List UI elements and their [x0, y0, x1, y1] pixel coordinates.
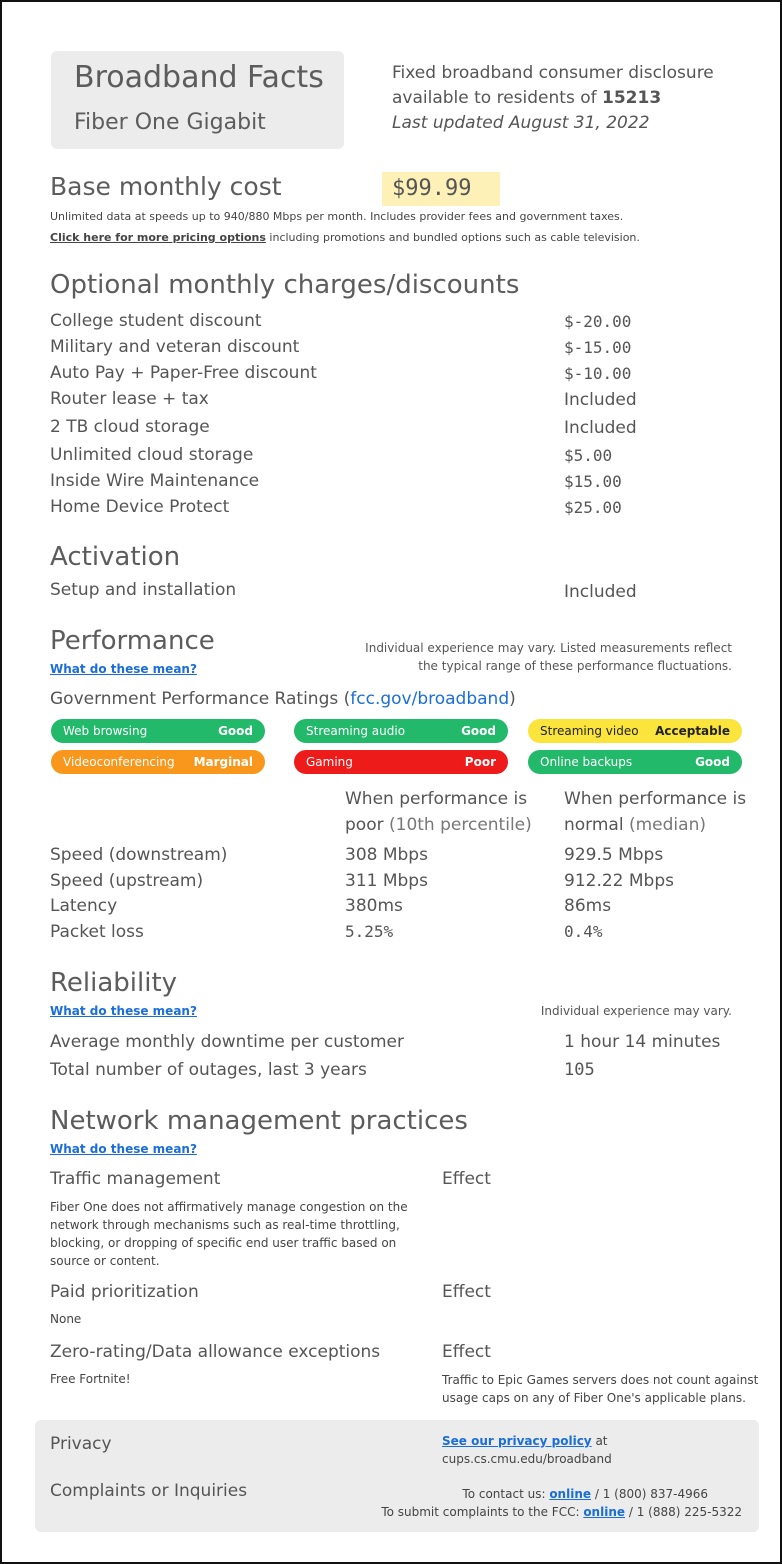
optional-item-value: $-20.00 — [564, 312, 632, 331]
optional-item-value: $-10.00 — [564, 364, 632, 383]
disclosure-line: Fixed broadband consumer disclosure — [392, 63, 714, 83]
reliability-item-value: 105 — [564, 1060, 595, 1080]
rating-category: Web browsing — [63, 724, 148, 738]
privacy-policy-link[interactable]: See our privacy policy — [442, 1434, 592, 1448]
privacy-line — [442, 1434, 608, 1448]
optional-item-label: Router lease + tax — [50, 389, 209, 409]
gov-ratings-line — [50, 689, 516, 709]
metric-normal-value: 0.4% — [564, 922, 603, 941]
metric-poor-value: 380ms — [345, 896, 403, 916]
base-cost-label: Base monthly cost — [50, 172, 282, 201]
rating-pill — [51, 750, 265, 774]
reliability-heading: Reliability — [50, 968, 178, 998]
optional-item-label: Unlimited cloud storage — [50, 445, 254, 465]
metric-poor-value: 311 Mbps — [345, 871, 428, 891]
rating-value: Good — [461, 724, 496, 738]
metric-poor-value: 5.25% — [345, 922, 394, 941]
optional-item-label: Home Device Protect — [50, 497, 230, 517]
zero-effect-text: Traffic to Epic Games servers does not count against usage caps on any of Fiber One's applicable plans. — [442, 1373, 759, 1405]
performance-heading: Performance — [50, 626, 215, 656]
metric-label: Packet loss — [50, 922, 144, 942]
setup-label: Setup and installation — [50, 580, 237, 600]
rating-category: Streaming video — [540, 724, 639, 738]
network-heading: Network management practices — [50, 1106, 468, 1136]
base-price: $99.99 — [392, 176, 472, 201]
rating-value: Acceptable — [655, 724, 730, 738]
optional-item-value: Included — [564, 390, 637, 410]
traffic-effect-label: Effect — [442, 1169, 491, 1189]
setup-value: Included — [564, 582, 637, 602]
optional-item-label: 2 TB cloud storage — [50, 417, 210, 437]
rating-value: Poor — [464, 755, 496, 769]
metric-label: Speed (upstream) — [50, 871, 204, 891]
network-info-link[interactable]: What do these mean? — [50, 1142, 197, 1156]
optional-item-label: Military and veteran discount — [50, 337, 300, 357]
metric-normal-value: 86ms — [564, 896, 612, 916]
contact-prefix: To contact us: — [462, 1487, 550, 1501]
col-poor-bold: poor — [345, 815, 384, 835]
fcc-complaint-line — [381, 1505, 742, 1519]
col-poor-rest: (10th percentile) — [383, 815, 532, 835]
pricing-options-link[interactable]: Click here for more pricing options — [50, 231, 266, 244]
optional-item-value: $-15.00 — [564, 338, 632, 357]
gov-ratings-prefix: Government Performance Ratings ( — [50, 689, 351, 709]
pricing-options-line — [50, 231, 640, 244]
reliability-item-value: 1 hour 14 minutes — [564, 1032, 721, 1052]
base-description: Unlimited data at speeds up to 940/880 Mbps per month. Includes provider fees and government taxes. — [50, 210, 624, 223]
col-normal-line2 — [564, 815, 706, 835]
rating-value: Good — [218, 724, 253, 738]
contact-online-link[interactable]: online — [549, 1487, 592, 1501]
metric-poor-value: 308 Mbps — [345, 845, 428, 865]
rating-category: Gaming — [306, 755, 353, 769]
reliability-item-label: Average monthly downtime per customer — [50, 1032, 404, 1052]
page-title: Broadband Facts — [74, 60, 324, 95]
col-normal-line1: When performance is — [564, 789, 747, 809]
zip-code: 15213 — [602, 88, 662, 108]
optional-item-value: $25.00 — [564, 498, 622, 517]
metric-label: Speed (downstream) — [50, 845, 228, 865]
optional-item-label: Auto Pay + Paper-Free discount — [50, 363, 317, 383]
rating-pill — [294, 750, 508, 774]
performance-info-link[interactable]: What do these mean? — [50, 662, 197, 676]
fcc-online-link[interactable]: online — [583, 1505, 626, 1519]
paid-text: None — [50, 1312, 82, 1326]
rating-category: Streaming audio — [306, 724, 406, 738]
fcc-phone: / 1 (888) 225-5322 — [625, 1505, 742, 1519]
rating-value: Good — [695, 755, 730, 769]
optional-item-value: $5.00 — [564, 446, 613, 465]
zero-effect-label: Effect — [442, 1342, 491, 1362]
col-poor-line1: When performance is — [345, 789, 528, 809]
optional-item-value: Included — [564, 418, 637, 438]
performance-note-2: the typical range of these performance fluctuations. — [418, 659, 732, 673]
col-poor-line2 — [345, 815, 532, 835]
rating-pill — [528, 719, 742, 743]
plan-name: Fiber One Gigabit — [74, 110, 266, 135]
col-normal-rest: (median) — [623, 815, 706, 835]
rating-value: Marginal — [193, 755, 253, 769]
metric-label: Latency — [50, 896, 118, 916]
rating-category: Videoconferencing — [63, 755, 175, 769]
rating-pill — [51, 719, 265, 743]
metric-normal-value: 929.5 Mbps — [564, 845, 664, 865]
residents-prefix: available to residents of — [392, 88, 603, 108]
activation-heading: Activation — [50, 542, 181, 572]
col-normal-bold: normal — [564, 815, 624, 835]
contact-line — [462, 1487, 708, 1501]
complaints-label: Complaints or Inquiries — [50, 1481, 248, 1501]
last-updated: Last updated August 31, 2022 — [392, 113, 650, 133]
privacy-url[interactable]: cups.cs.cmu.edu/broadband — [442, 1452, 612, 1466]
reliability-info-link[interactable]: What do these mean? — [50, 1004, 197, 1018]
reliability-note: Individual experience may vary. — [540, 1004, 732, 1018]
optional-item-label: Inside Wire Maintenance — [50, 471, 260, 491]
traffic-text: Fiber One does not affirmatively manage congestion on the network through mechanisms such as real-time throttling, blocking, or dropping of specific end user traffic based on source or content. — [50, 1200, 408, 1268]
fcc-link[interactable]: fcc.gov/broadband — [350, 689, 510, 709]
optional-item-value: $15.00 — [564, 472, 622, 491]
privacy-label: Privacy — [50, 1434, 112, 1454]
performance-note-1: Individual experience may vary. Listed measurements reflect — [365, 641, 732, 655]
traffic-label: Traffic management — [50, 1169, 221, 1189]
contact-phone: / 1 (800) 837-4966 — [591, 1487, 708, 1501]
residents-line — [392, 88, 661, 108]
pricing-options-rest: including promotions and bundled options such as cable television. — [265, 231, 640, 244]
privacy-at: at — [591, 1434, 608, 1448]
reliability-item-label: Total number of outages, last 3 years — [50, 1060, 367, 1080]
optional-item-label: College student discount — [50, 311, 262, 331]
metric-normal-value: 912.22 Mbps — [564, 871, 674, 891]
rating-pill — [294, 719, 508, 743]
zero-label: Zero-rating/Data allowance exceptions — [50, 1342, 381, 1362]
paid-effect-label: Effect — [442, 1282, 491, 1302]
optional-heading: Optional monthly charges/discounts — [50, 270, 520, 300]
fcc-prefix: To submit complaints to the FCC: — [381, 1505, 584, 1519]
zero-text: Free Fortnite! — [50, 1372, 131, 1386]
rating-pill — [528, 750, 742, 774]
gov-ratings-suffix: ) — [509, 689, 516, 709]
paid-label: Paid prioritization — [50, 1282, 199, 1302]
rating-category: Online backups — [540, 755, 633, 769]
